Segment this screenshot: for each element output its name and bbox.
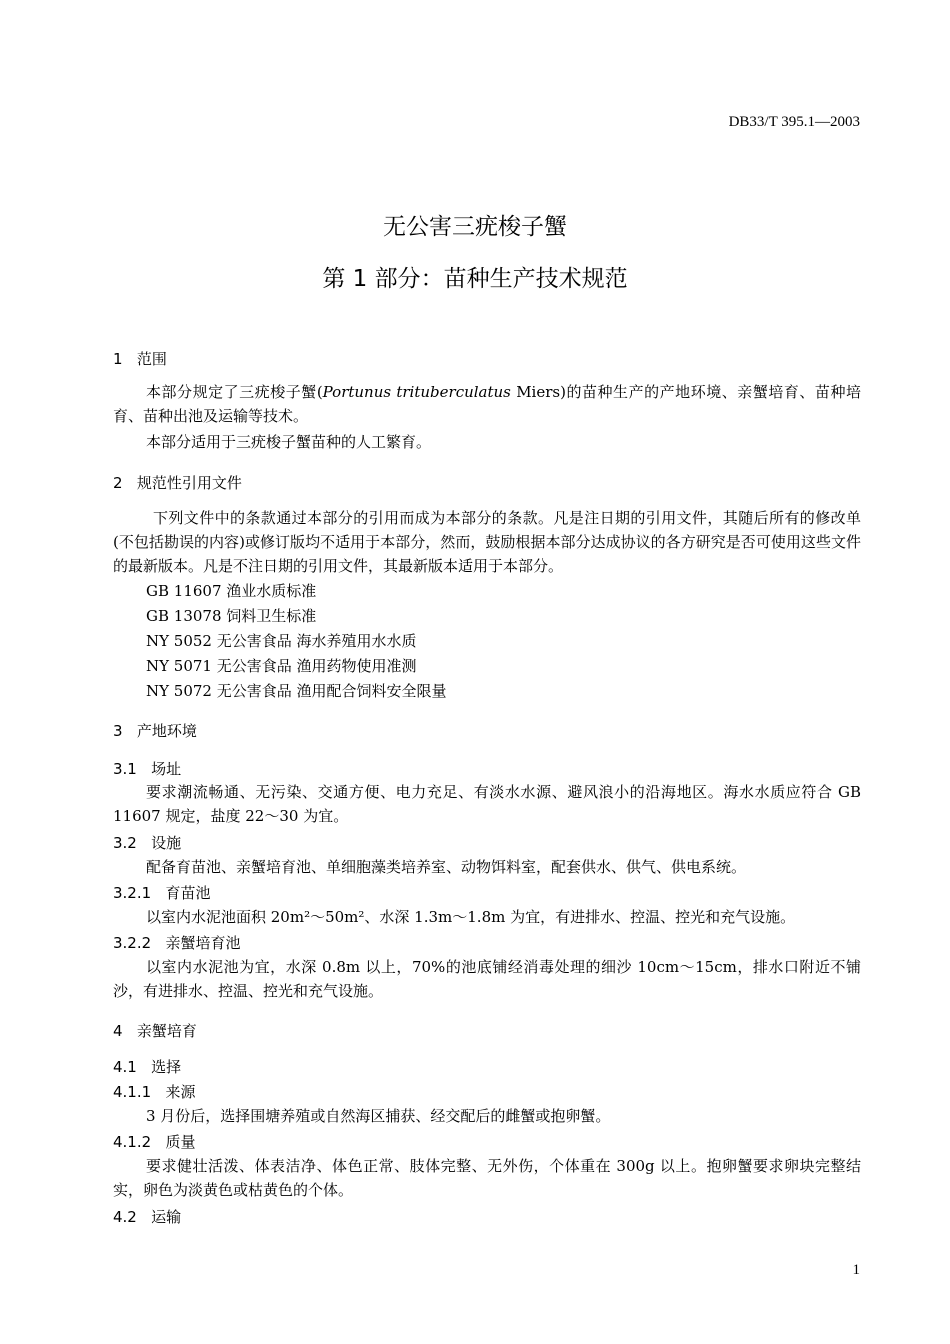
section-3-2-2-heading: 3.2.2 亲蟹培育池 <box>113 934 241 952</box>
section-3-heading: 3 产地环境 <box>113 722 197 740</box>
document-code: DB33/T 395.1—2003 <box>728 114 860 130</box>
latin-species-name: Portunus trituberculatus <box>322 383 511 401</box>
section-4-1-2-text: 要求健壮活泼、体表洁净、体色正常、肢体完整、无外伤，个体重在 300g 以上。抱卵蟹要求卵块完整结实，卵色为淡黄色或枯黄色的个体。 <box>113 1157 861 1199</box>
section-4-1-2-heading: 4.1.2 质量 <box>113 1133 196 1151</box>
section-3-1-text: 要求潮流畅通、无污染、交通方便、电力充足、有淡水水源、避风浪小的沿海地区。海水水质应符合 GB 11607 规定，盐度 22～30 为宜。 <box>113 783 861 825</box>
reference-item: NY 5071 无公害食品 渔用药物使用准测 <box>146 657 417 675</box>
section-4-1-heading: 4.1 选择 <box>113 1058 182 1076</box>
section-3-2-1-text: 以室内水泥池面积 20m²～50m²、水深 1.3m～1.8m 为宜，有进排水、控温、控光和充气设施。 <box>146 908 796 926</box>
section-4-heading: 4 亲蟹培育 <box>113 1022 197 1040</box>
reference-item: NY 5052 无公害食品 海水养殖用水水质 <box>146 632 417 650</box>
section-3-2-text: 配备育苗池、亲蟹培育池、单细胞藻类培养室、动物饵料室，配套供水、供气、供电系统。 <box>146 858 747 876</box>
section-1-paragraph-2: 本部分适用于三疣梭子蟹苗种的人工繁育。 <box>146 433 432 451</box>
section-3-2-heading: 3.2 设施 <box>113 834 182 852</box>
section-4-1-1-text: 3 月份后，选择围塘养殖或自然海区捕获、经交配后的雌蟹或抱卵蟹。 <box>146 1107 611 1125</box>
section-1-heading: 1 范围 <box>113 350 167 368</box>
section-3-2-2-text: 以室内水泥池为宜，水深 0.8m 以上，70%的池底铺经消毒处理的细沙 10cm～15cm，排水口附近不铺沙，有进排水、控温、控光和充气设施。 <box>113 958 861 1000</box>
section-1-paragraph-1: 本部分规定了三疣梭子蟹(Portunus trituberculatus Miers)的苗种生产的产地环境、亲蟹培育、苗种培育、苗种出池及运输等技术。 <box>113 383 861 425</box>
document-subtitle: 第 1 部分：苗种生产技术规范 <box>322 266 628 292</box>
document-title: 无公害三疣梭子蟹 <box>383 214 567 240</box>
section-2-heading: 2 规范性引用文件 <box>113 474 242 492</box>
section-3-2-1-heading: 3.2.1 育苗池 <box>113 884 211 902</box>
reference-item: NY 5072 无公害食品 渔用配合饲料安全限量 <box>146 682 447 700</box>
section-3-1-heading: 3.1 场址 <box>113 760 182 778</box>
section-4-1-1-heading: 4.1.1 来源 <box>113 1083 196 1101</box>
section-4-2-heading: 4.2 运输 <box>113 1208 182 1226</box>
section-2-intro: 下列文件中的条款通过本部分的引用而成为本部分的条款。凡是注日期的引用文件，其随后所有的修改单(不包括勘误的内容)或修订版均不适用于本部分，然而，鼓励根据本部分达成协议的各方研究是否可使用这些文件的最新版本。凡是不注日期的引用文件，其最新版本适用于本部分。 <box>113 509 861 575</box>
reference-item: GB 11607 渔业水质标准 <box>146 582 317 600</box>
reference-item: GB 13078 饲料卫生标准 <box>146 607 317 625</box>
page-number: 1 <box>852 1262 860 1278</box>
